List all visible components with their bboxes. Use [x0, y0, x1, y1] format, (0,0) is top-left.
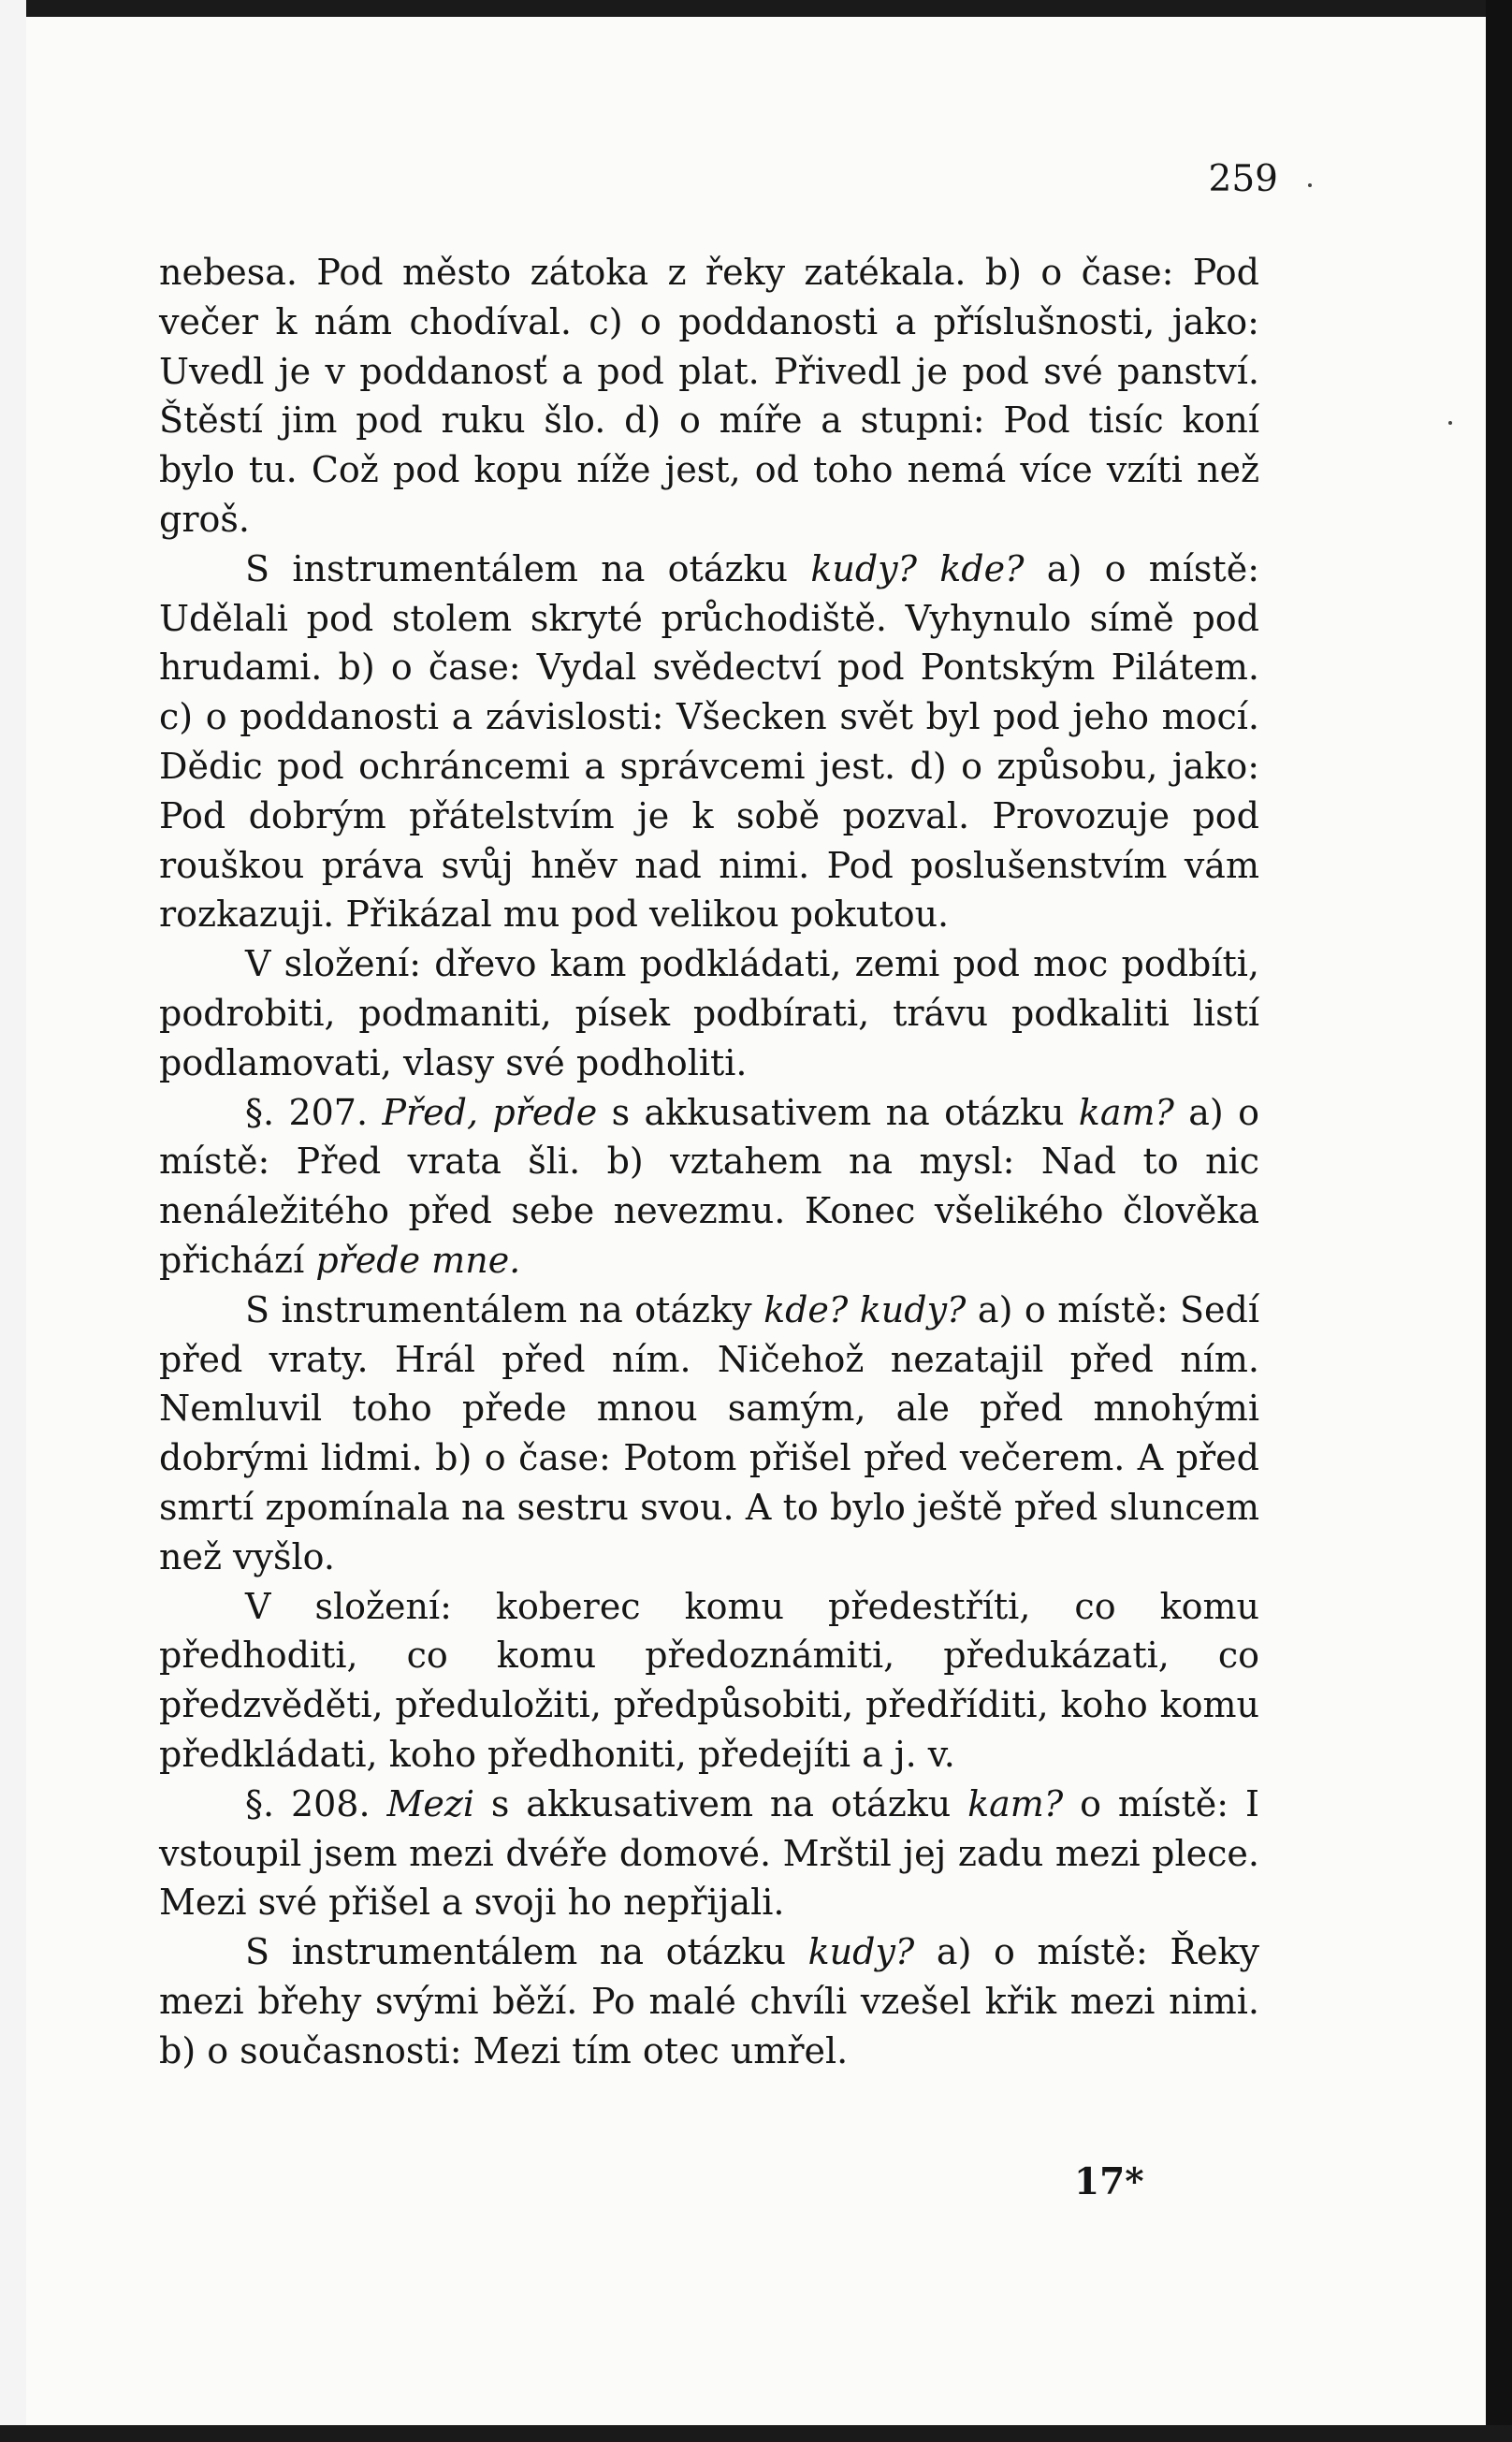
text-run: a) o místě: Před vrata šli. b) vztahem na mysl: Nad to nic nenáležitého před sebe nevezmu. Konec všelikého člověka přichází — [159, 1091, 1259, 1281]
paragraph — [159, 939, 1259, 1087]
scan-speck — [1308, 183, 1312, 187]
italic-term: kudy? — [807, 1931, 915, 1973]
text-run: S instrumentálem na otázku — [245, 547, 811, 589]
paragraph — [159, 1286, 1259, 1582]
text-run: a) o místě: Řeky mezi břehy svými běží. Po malé chvíli vzešel křik mezi nimi. b) o současnosti: Mezi tím otec umřel. — [159, 1931, 1259, 2071]
text-run: V složení: koberec komu předestříti, co komu předhoditi, co komu předoznámiti, předukázati, co předzvěděti, předuložiti, předpůsobiti, předříditi, koho komu předkládati, koho předhoniti, předejíti a j. v. — [159, 1585, 1259, 1775]
text-run: S instrumentálem na otázky — [245, 1288, 764, 1330]
text-run: §. 208. — [245, 1782, 387, 1824]
italic-term: Mezi — [386, 1782, 475, 1824]
scan-border-top — [0, 0, 1512, 17]
paragraph — [159, 545, 1259, 939]
scan-border-left — [0, 0, 26, 2442]
scan-border-right — [1486, 0, 1512, 2442]
paragraph — [159, 1582, 1259, 1780]
italic-term: kam? — [967, 1782, 1064, 1824]
paragraph — [159, 248, 1259, 545]
text-run: a) o místě: Udělali pod stolem skryté průchodiště. Vyhynulo símě pod hrudami. b) o čase: Vydal svědectví pod Pontským Pilátem. c) o poddanosti a závislosti: Všecken svět byl pod jeho mocí. Dědic pod ochráncemi a správcemi jest. d) o způsobu, jako: Pod dobrým přátelstvím je k sobě pozval. Provozuje pod rouškou práva svůj hněv nad nimi. Pod poslušenstvím vám rozkazuji. Přikázal mu pod velikou pokutou. — [159, 547, 1259, 936]
scan-border-bottom — [0, 2425, 1512, 2442]
italic-term: kudy? kde? — [810, 547, 1025, 589]
text-run: a) o místě: Sedí před vraty. Hrál před ním. Ničehož nezatajil před ním. Nemluvil toho přede mnou samým, ale před mnohými dobrými lidmi. b) o čase: Potom přišel před večerem. A před smrtí zpomínala na sestru svou. A to bylo ještě před sluncem než vyšlo. — [159, 1288, 1259, 1577]
text-run: nebesa. Pod město zátoka z řeky zatékala. b) o čase: Pod večer k nám chodíval. c) o poddanosti a příslušnosti, jako: Uvedl je v poddanosť a pod plat. Přivedl je pod své panství. Štěstí jim pod ruku šlo. d) o míře a stupni: Pod tisíc koní bylo tu. Což pod kopu níže jest, od toho nemá více vzíti než groš. — [159, 252, 1259, 540]
paragraph — [159, 1780, 1259, 1927]
text-run: S instrumentálem na otázku — [245, 1931, 808, 1973]
text-run: s akkusativem na otázku — [597, 1091, 1079, 1133]
paragraph — [159, 1927, 1259, 2075]
text-run: s akkusativem na otázku — [474, 1782, 968, 1824]
paragraph — [159, 1088, 1259, 1286]
body-text — [159, 248, 1259, 2075]
italic-term: kam? — [1078, 1091, 1174, 1133]
scan-speck — [1448, 421, 1452, 425]
printer-signature: 17* — [1074, 2160, 1144, 2203]
page-number: 259 — [1208, 158, 1278, 200]
text-run: o místě: I vstoupil jsem mezi dvéře domové. Mrštil jej zadu mezi plece. Mezi své přišel a svoji ho nepřijali. — [159, 1782, 1259, 1924]
italic-term: přede mne. — [315, 1239, 521, 1281]
italic-term: kde? kudy? — [763, 1288, 967, 1330]
italic-term: Před, přede — [382, 1091, 598, 1133]
text-run: §. 207. — [245, 1091, 383, 1133]
text-run: V složení: dřevo kam podkládati, zemi pod moc podbíti, podrobiti, podmaniti, písek podbírati, trávu podkaliti listí podlamovati, vlasy své podholiti. — [159, 943, 1259, 1083]
